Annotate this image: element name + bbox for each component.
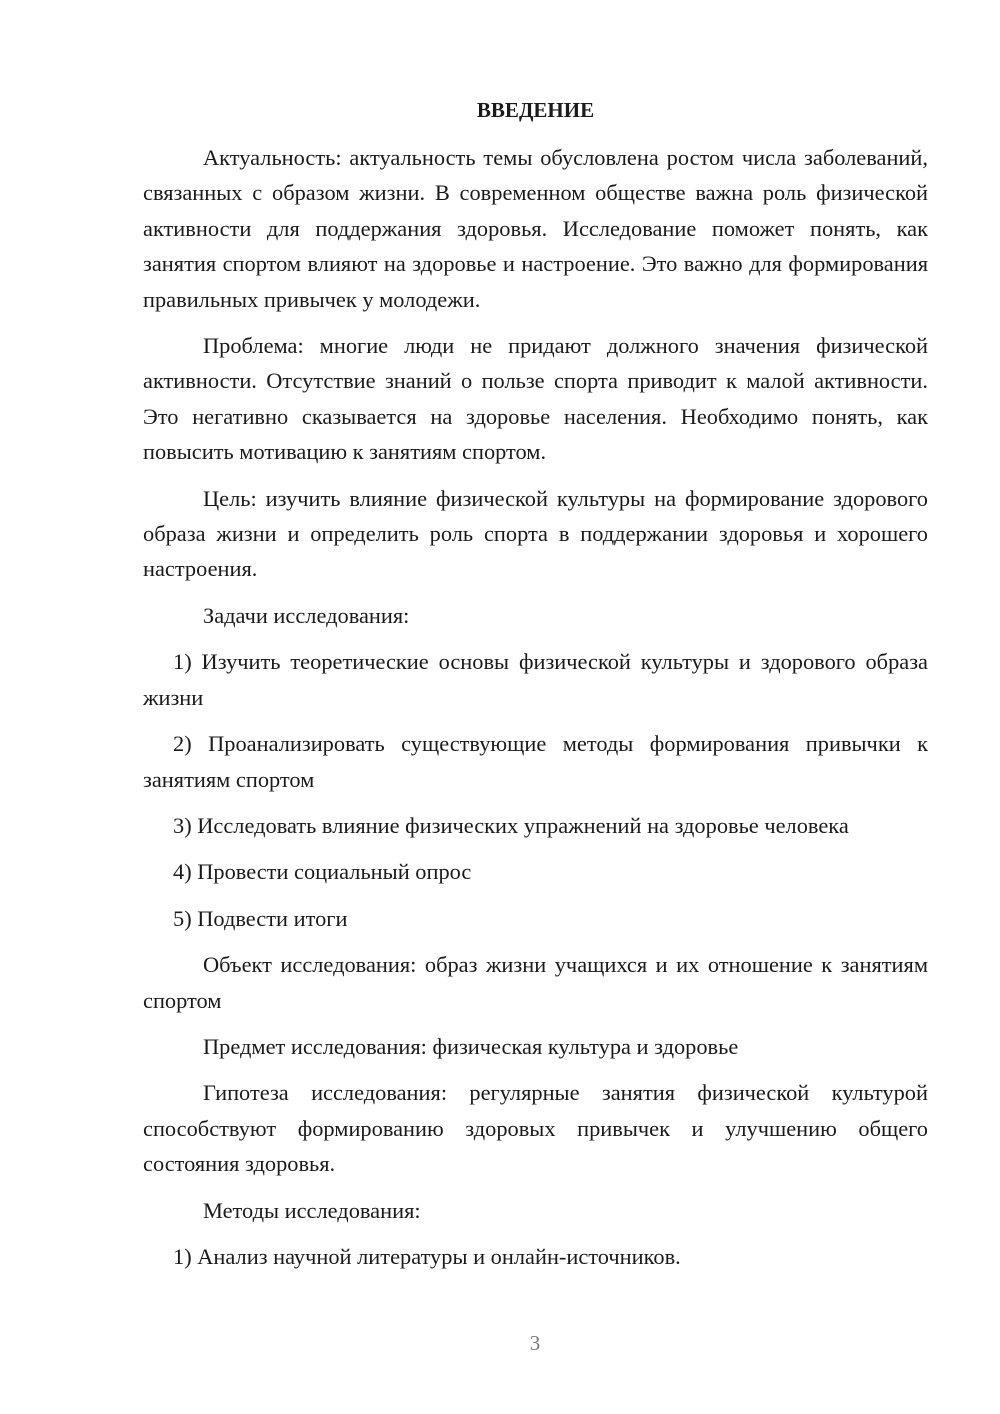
problem-paragraph: Проблема: многие люди не придают должного значения физической активности. Отсутствие знаний о пользе спорта приводит к малой активности. Это негативно сказывается на здоровье населения. Необходимо понять, как повысить мотивацию к занятиям спортом. <box>143 333 928 465</box>
methods-title: Методы исследования: <box>203 1197 421 1223</box>
method-item: 1) Анализ научной литературы и онлайн-источников. <box>173 1243 681 1269</box>
section-heading: ВВЕДЕНИЕ <box>476 98 595 122</box>
object-paragraph: Объект исследования: образ жизни учащихся и их отношение к занятиям спортом <box>143 952 928 1013</box>
subject-paragraph: Предмет исследования: физическая культура и здоровье <box>203 1033 739 1059</box>
task-item: 4) Провести социальный опрос <box>173 859 472 885</box>
goal-paragraph: Цель: изучить влияние физической культуры на формирование здорового образа жизни и определить роль спорта в поддержании здоровья и хорошего настроения. <box>143 485 928 582</box>
task-item: 2) Проанализировать существующие методы формирования привычки к занятиям спортом <box>143 731 928 792</box>
task-item: 5) Подвести итоги <box>173 905 348 931</box>
hypothesis-paragraph: Гипотеза исследования: регулярные занятия физической культурой способствуют формированию здоровых привычек и улучшению общего состояния здоровья. <box>143 1080 928 1177</box>
page-number: 3 <box>529 1331 541 1355</box>
relevance-paragraph: Актуальность: актуальность темы обусловлена ростом числа заболеваний, связанных с образом жизни. В современном обществе важна роль физической активности для поддержания здоровья. Исследование поможет понять, как занятия спортом влияют на здоровье и настроение. Это важно для формирования правильных привычек у молодежи. <box>143 145 928 312</box>
tasks-title: Задачи исследования: <box>203 602 410 628</box>
document-page <box>143 92 928 1274</box>
task-item: 1) Изучить теоретические основы физической культуры и здорового образа жизни <box>143 649 928 710</box>
task-item: 3) Исследовать влияние физических упражнений на здоровье человека <box>173 812 849 838</box>
